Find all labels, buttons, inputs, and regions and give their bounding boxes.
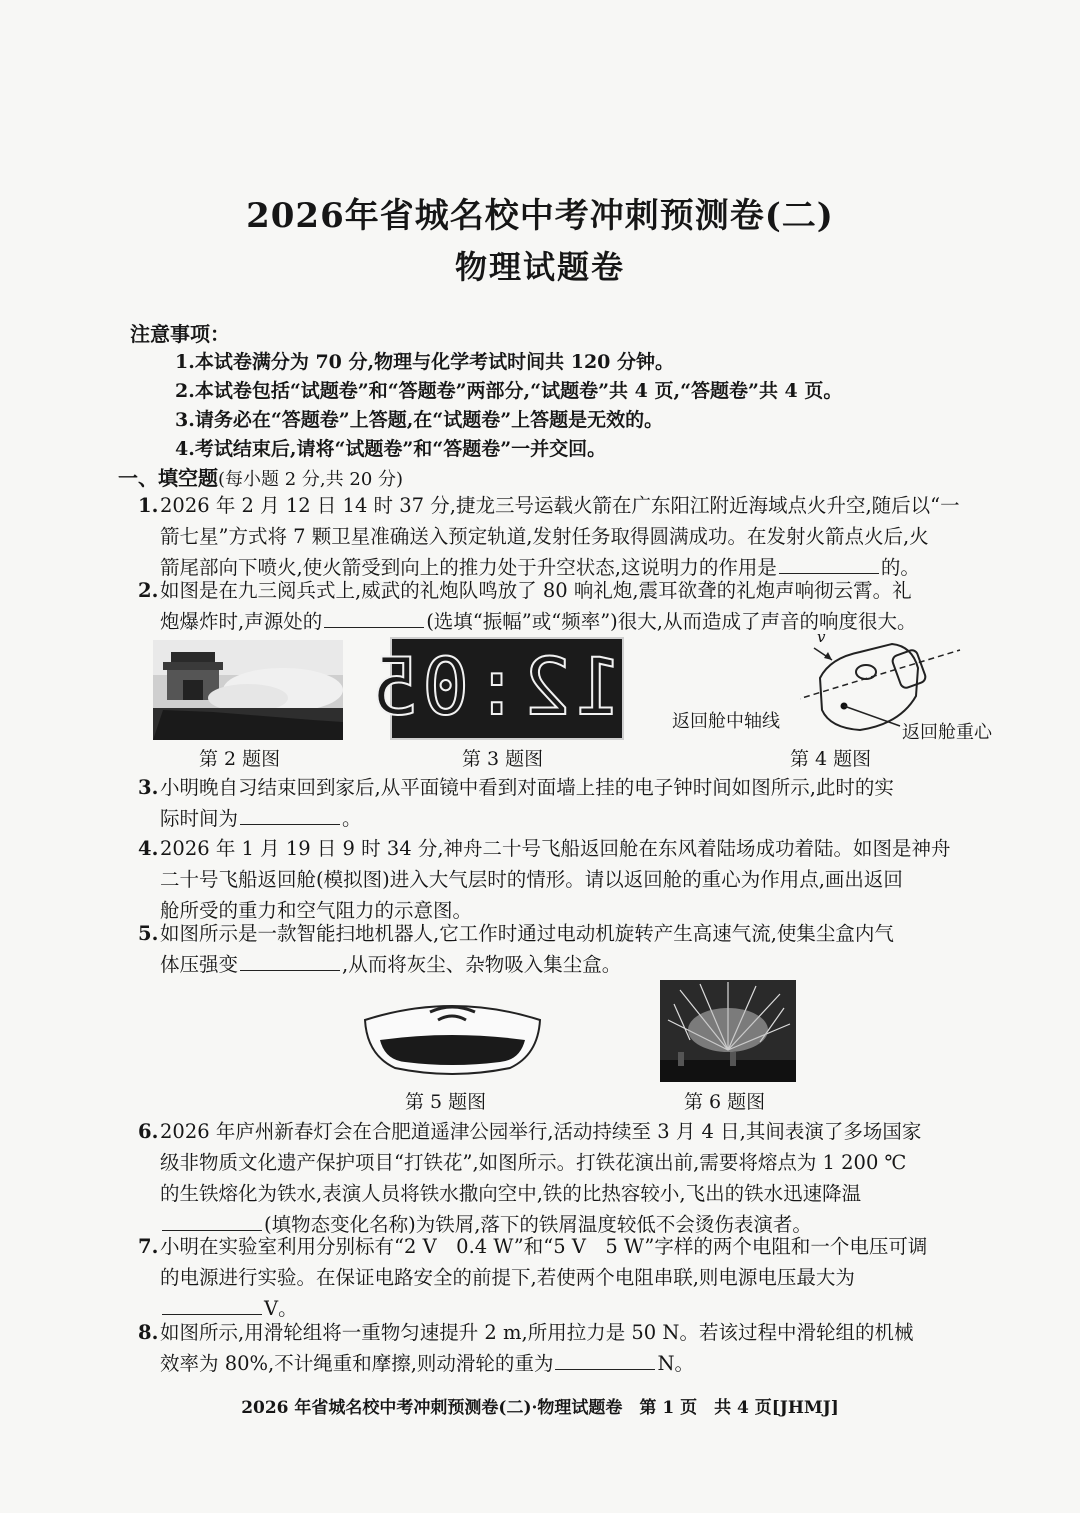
- question-text: 。: [342, 807, 362, 830]
- question-text: 体压强变: [160, 953, 239, 976]
- fig5-robot-vacuum: [360, 1000, 545, 1080]
- question-5: [138, 918, 1028, 980]
- question-text: N。: [657, 1352, 695, 1375]
- question-text: (填物态变化名称)为铁屑,落下的铁屑温度较低不会烫伤表演者。: [264, 1213, 812, 1236]
- answer-blank: [240, 952, 340, 971]
- question-8: [138, 1317, 1028, 1379]
- fig4-axis-label: 返回舱中轴线: [672, 711, 780, 732]
- question-number: 4.: [138, 837, 159, 860]
- question-number: 6.: [138, 1120, 159, 1143]
- question-text: 2026 年 1 月 19 日 9 时 34 分,神舟二十号飞船返回舱在东风着陆场成功着陆。如图是神舟: [160, 837, 951, 860]
- question-number: 8.: [138, 1321, 159, 1344]
- question-number: 2.: [138, 579, 159, 602]
- fig6-iron-flower-photo: [660, 980, 796, 1082]
- question-4: [138, 833, 1028, 926]
- question-text: 如图是在九三阅兵式上,威武的礼炮队鸣放了 80 响礼炮,震耳欲聋的礼炮声响彻云霄。礼: [160, 579, 912, 602]
- question-text: 如图所示是一款智能扫地机器人,它工作时通过电动机旋转产生高速气流,使集尘盒内气: [160, 922, 894, 945]
- notice-item-2: 2.本试卷包括“试题卷”和“答题卷”两部分,“试题卷”共 4 页,“答题卷”共 4 页。: [175, 380, 843, 402]
- question-text: 的电源进行实验。在保证电路安全的前提下,若使两个电阻串联,则电源电压最大为: [160, 1266, 855, 1289]
- question-text: ,从而将灰尘、杂物吸入集尘盒。: [342, 953, 622, 976]
- section-heading: [118, 462, 403, 491]
- fig4-velocity-label: v: [817, 628, 826, 646]
- question-text: 小明晚自习结束回到家后,从平面镜中看到对面墙上挂的电子钟时间如图所示,此时的实: [160, 776, 894, 799]
- question-number: 3.: [138, 776, 159, 799]
- notice-heading: 注意事项：: [130, 322, 230, 346]
- question-text: 2026 年庐州新春灯会在合肥道遥津公园举行,活动持续至 3 月 4 日,其间表演了多场国家: [160, 1120, 922, 1143]
- answer-blank: [162, 1212, 262, 1231]
- fig4-cg-label: 返回舱重心: [902, 722, 992, 743]
- question-text: 二十号飞船返回舱(模拟图)进入大气层时的情形。请以返回舱的重心为作用点,画出返回: [160, 868, 903, 891]
- question-text: 的。: [880, 556, 920, 579]
- clock-display-mirrored: 12:05: [367, 643, 622, 733]
- exam-subtitle: 物理试题卷: [454, 248, 625, 286]
- question-text: 2026 年 2 月 12 日 14 时 37 分,捷龙三号运载火箭在广东阳江附近海域点火升空,随后以“一: [160, 494, 960, 517]
- question-3: [138, 772, 1028, 834]
- fig5-caption: 第 5 题图: [405, 1091, 487, 1113]
- fig4-caption: 第 4 题图: [790, 748, 872, 770]
- question-text: 际时间为: [160, 807, 239, 830]
- fig3-digital-clock: [367, 637, 624, 740]
- question-text: 级非物质文化遗产保护项目“打铁花”,如图所示。打铁花演出前,需要将熔点为 1 200 ℃: [160, 1151, 907, 1174]
- question-6: [138, 1116, 1028, 1240]
- question-7: [138, 1231, 1028, 1324]
- answer-blank: [240, 806, 340, 825]
- fig6-caption: 第 6 题图: [684, 1091, 766, 1113]
- fig2-salute-cannon-photo: [153, 640, 343, 740]
- question-number: 5.: [138, 922, 159, 945]
- answer-blank: [324, 609, 424, 628]
- question-text: V。: [264, 1297, 298, 1320]
- notice-item-3: 3.请务必在“答题卷”上答题,在“试题卷”上答题是无效的。: [175, 409, 664, 431]
- question-text: 箭七星”方式将 7 颗卫星准确送入预定轨道,发射任务取得圆满成功。在发射火箭点火后,火: [160, 525, 929, 548]
- section-note: (每小题 2 分,共 20 分): [218, 469, 404, 490]
- question-number: 1.: [138, 494, 159, 517]
- question-text: 如图所示,用滑轮组将一重物匀速提升 2 m,所用拉力是 50 N。若该过程中滑轮组的机械: [160, 1321, 914, 1344]
- fig2-caption: 第 2 题图: [199, 748, 281, 770]
- question-text: 舱所受的重力和空气阻力的示意图。: [160, 899, 473, 922]
- question-number: 7.: [138, 1235, 159, 1258]
- fig3-caption: 第 3 题图: [462, 748, 544, 770]
- question-text: 效率为 80%,不计绳重和摩擦,则动滑轮的重为: [160, 1352, 554, 1375]
- answer-blank: [779, 555, 879, 574]
- answer-blank: [162, 1296, 262, 1315]
- section-title: 一、填空题: [118, 466, 218, 490]
- question-text: 小明在实验室利用分别标有“2 V 0.4 W”和“5 V 5 W”字样的两个电阻和一个电压可调: [160, 1235, 928, 1258]
- question-text: 的生铁熔化为铁水,表演人员将铁水撒向空中,铁的比热容较小,飞出的铁水迅速降温: [160, 1182, 862, 1205]
- notice-item-4: 4.考试结束后,请将“试题卷”和“答题卷”一并交回。: [175, 438, 607, 460]
- notice-item-1: 1.本试卷满分为 70 分,物理与化学考试时间共 120 分钟。: [175, 351, 675, 373]
- page-footer: 2026 年省城名校中考冲刺预测卷(二)·物理试题卷 第 1 页 共 4 页[JHMJ]: [241, 1398, 839, 1418]
- exam-title: 2026年省城名校中考冲刺预测卷(二): [246, 196, 834, 236]
- answer-blank: [555, 1351, 655, 1370]
- question-text: (选填“振幅”或“频率”)很大,从而造成了声音的响度很大。: [426, 610, 917, 633]
- question-text: 箭尾部向下喷火,使火箭受到向上的推力处于升空状态,这说明力的作用是: [160, 556, 777, 579]
- question-1: [138, 490, 1028, 583]
- question-text: 炮爆炸时,声源处的: [160, 610, 323, 633]
